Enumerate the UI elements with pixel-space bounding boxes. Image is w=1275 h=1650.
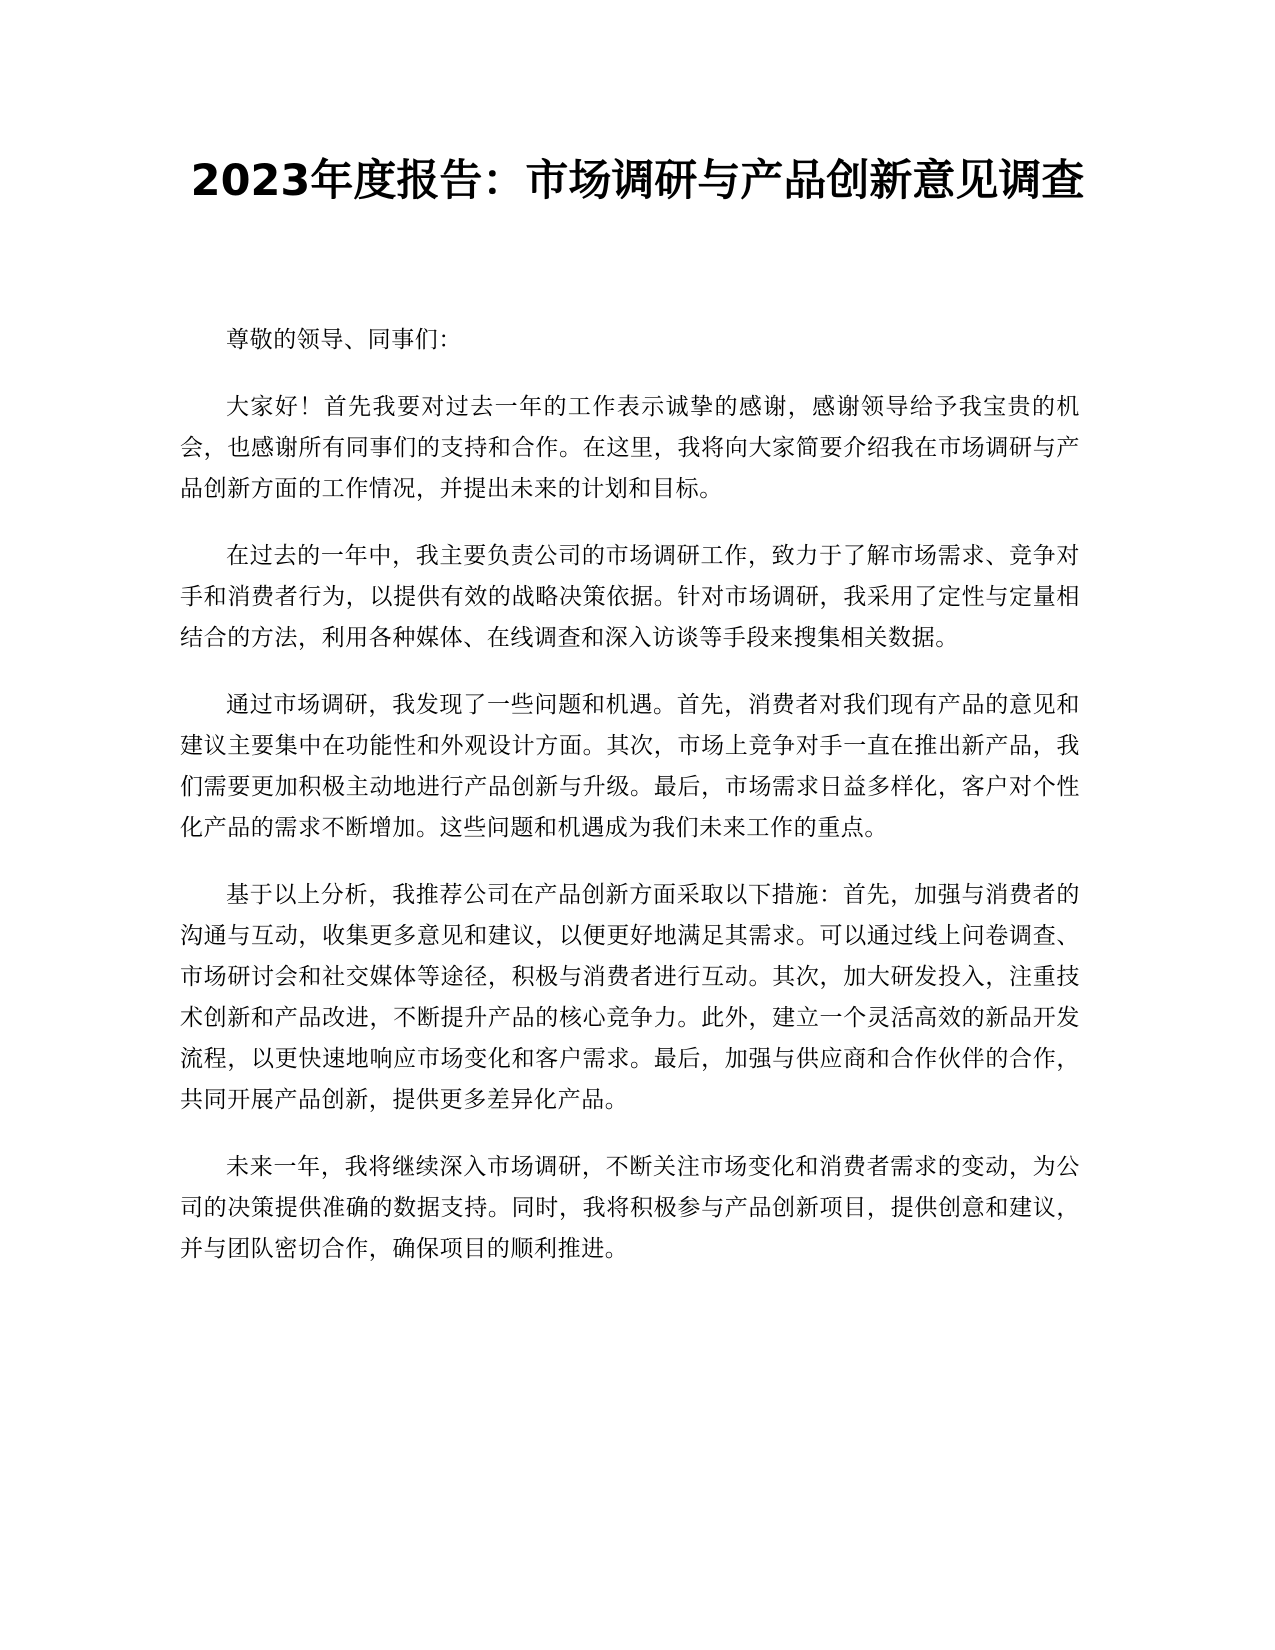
document-body bbox=[180, 320, 1080, 1296]
paragraph-findings: 通过市场调研，我发现了一些问题和机遇。首先，消费者对我们现有产品的意见和建议主要集中在功能性和外观设计方面。其次，市场上竞争对手一直在推出新产品，我们需要更加积极主动地进行产品创新与升级。最后，市场需求日益多样化，客户对个性化产品的需求不断增加。这些问题和机遇成为我们未来工作的重点。 bbox=[180, 692, 1080, 841]
paragraph-work: 在过去的一年中，我主要负责公司的市场调研工作，致力于了解市场需求、竞争对手和消费者行为，以提供有效的战略决策依据。针对市场调研，我采用了定性与定量相结合的方法，利用各种媒体、在线调查和深入访谈等手段来搜集相关数据。 bbox=[180, 543, 1080, 651]
salutation: 尊敬的领导、同事们： bbox=[226, 327, 462, 353]
document-title: 2023年度报告：市场调研与产品创新意见调查 bbox=[190, 156, 1085, 206]
paragraph-future: 未来一年，我将继续深入市场调研，不断关注市场变化和消费者需求的变动，为公司的决策提供准确的数据支持。同时，我将积极参与产品创新项目，提供创意和建议，并与团队密切合作，确保项目的顺利推进。 bbox=[180, 1154, 1080, 1262]
paragraph-recommendations: 基于以上分析，我推荐公司在产品创新方面采取以下措施：首先，加强与消费者的沟通与互动，收集更多意见和建议，以便更好地满足其需求。可以通过线上问卷调查、市场研讨会和社交媒体等途径，积极与消费者进行互动。其次，加大研发投入，注重技术创新和产品改进，不断提升产品的核心竞争力。此外，建立一个灵活高效的新品开发流程，以更快速地响应市场变化和客户需求。最后，加强与供应商和合作伙伴的合作，共同开展产品创新，提供更多差异化产品。 bbox=[180, 882, 1080, 1113]
paragraph-intro: 大家好！首先我要对过去一年的工作表示诚挚的感谢，感谢领导给予我宝贵的机会，也感谢所有同事们的支持和合作。在这里，我将向大家简要介绍我在市场调研与产品创新方面的工作情况，并提出未来的计划和目标。 bbox=[180, 394, 1080, 502]
